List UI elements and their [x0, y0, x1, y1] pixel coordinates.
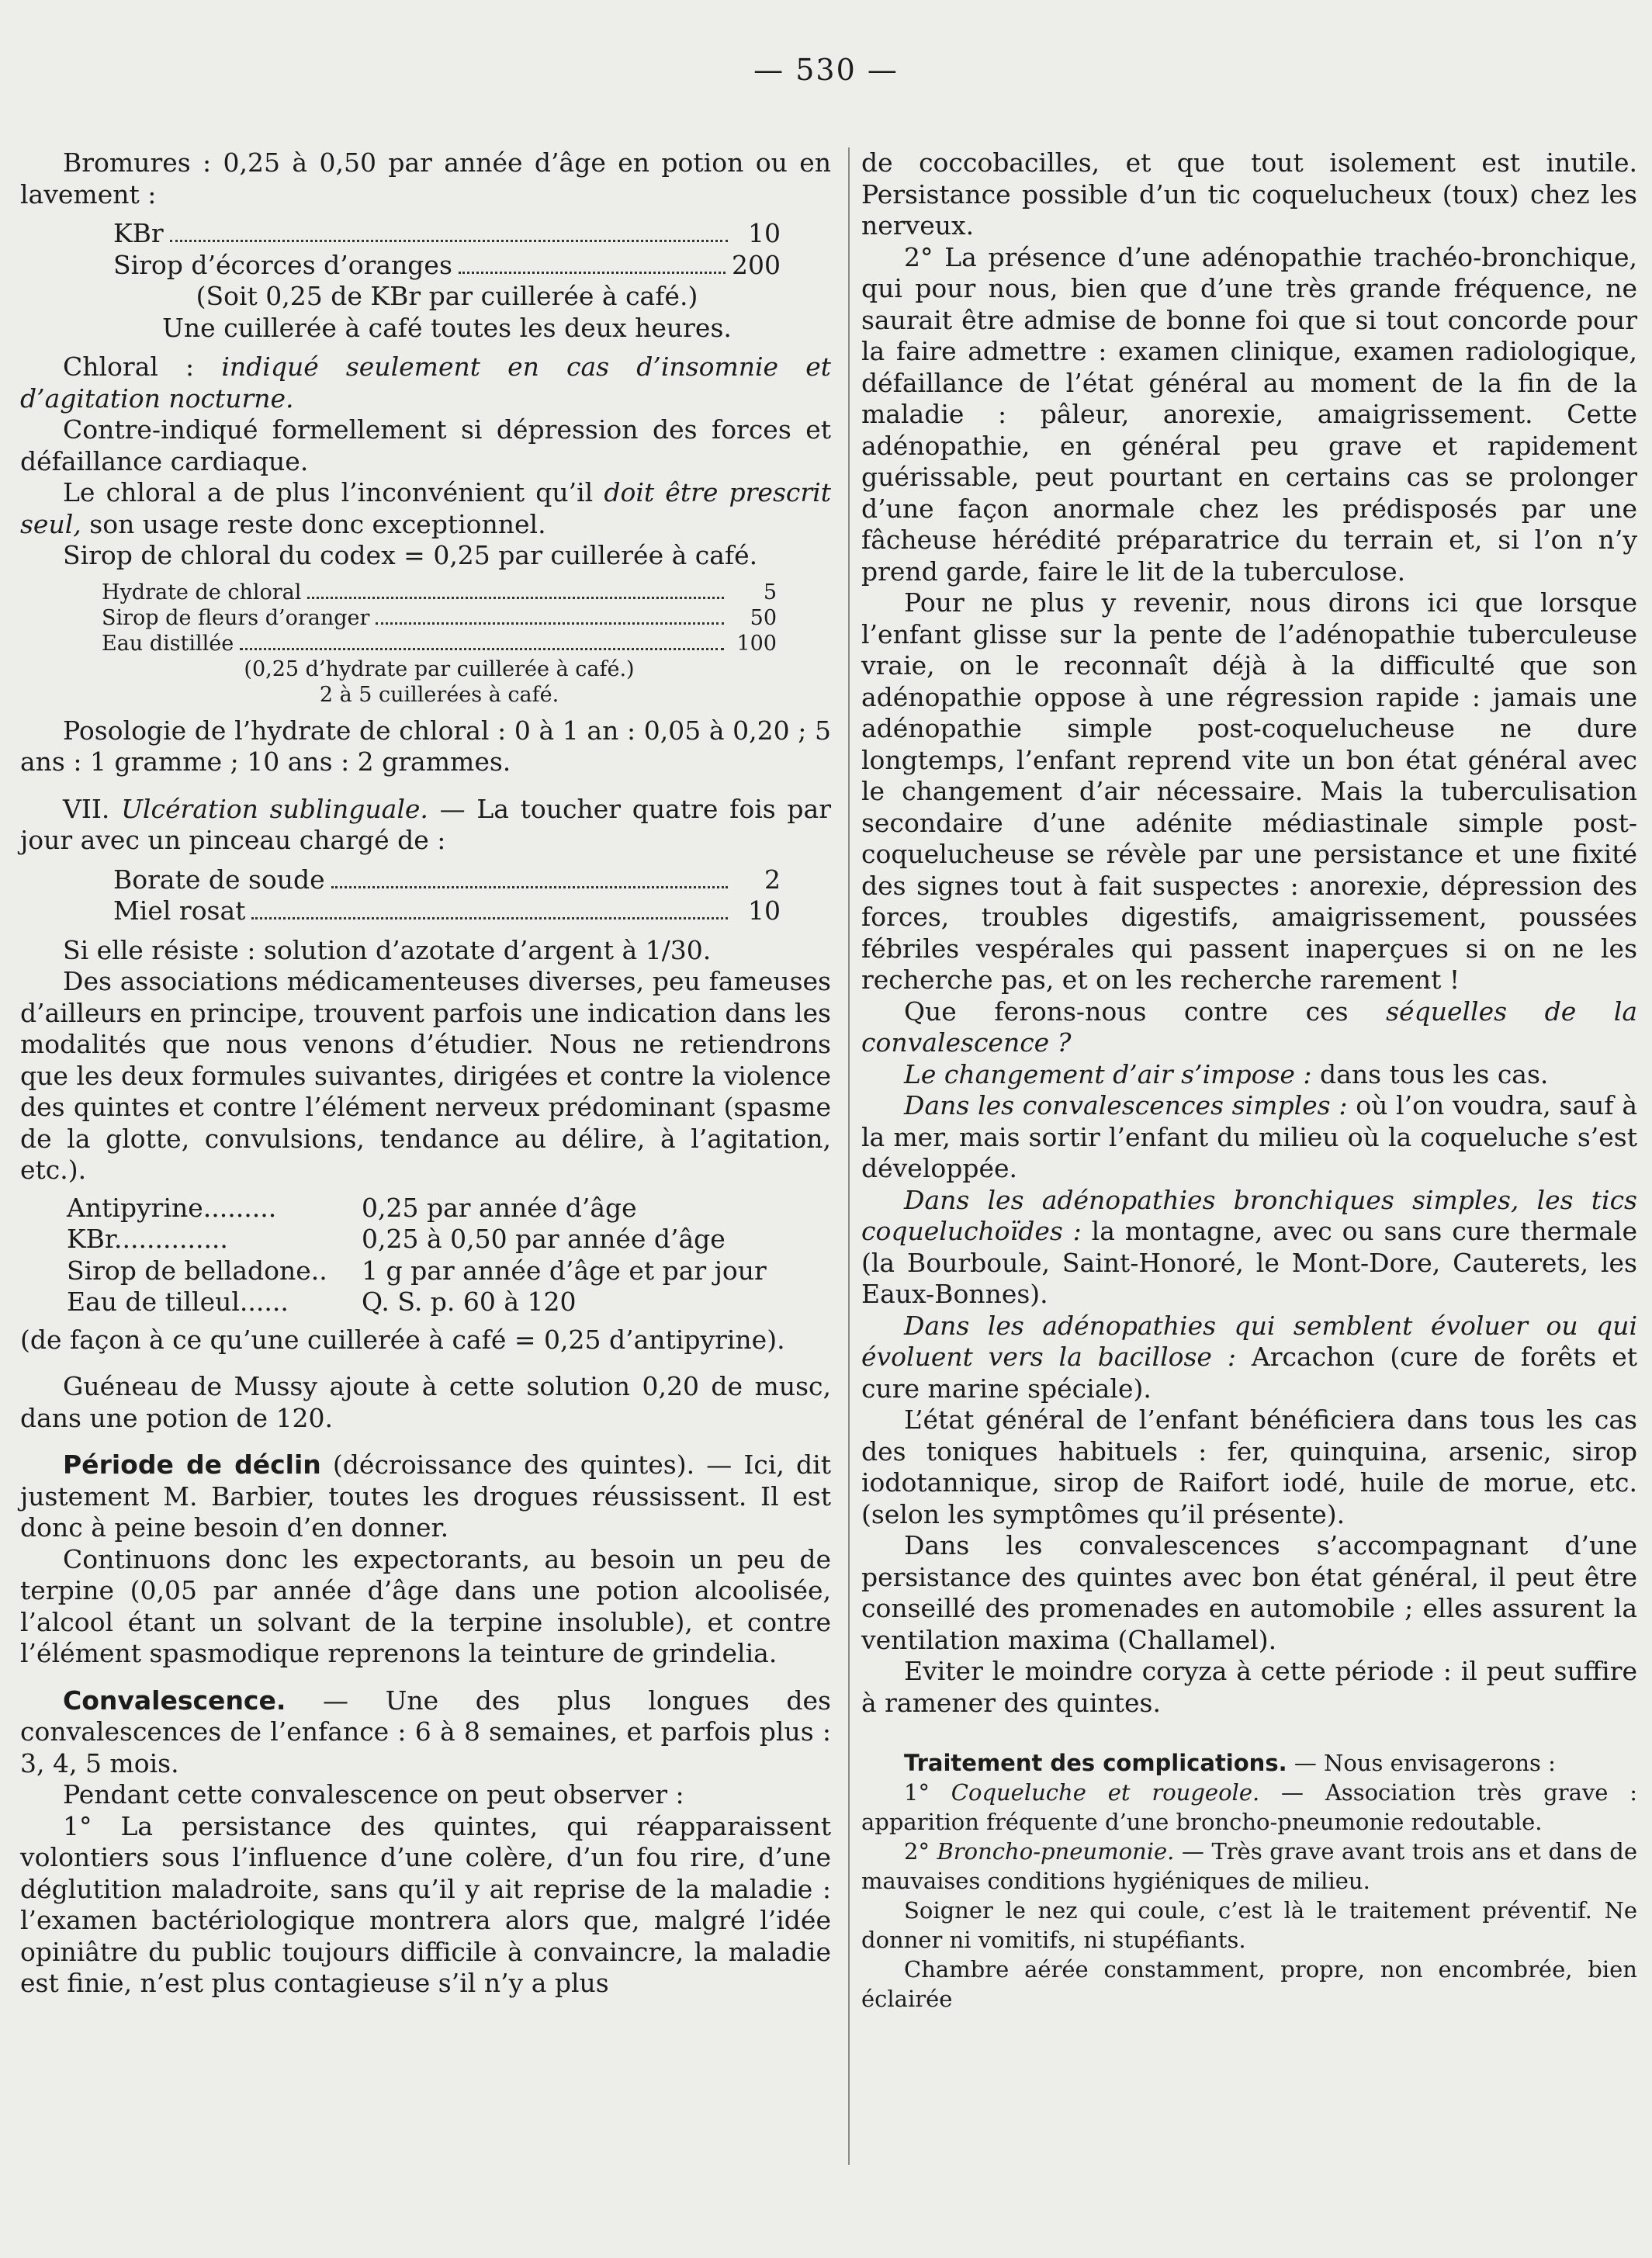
- prescription-note: (0,25 d’hydrate par cuillerée à café.): [244, 656, 635, 681]
- persistance-paragraph: 1° La persistance des quintes, qui réapparaissent volontiers sous l’influence d’une colère, d’un fou rire, d’une déglutition maladroite, sans qu’il y ait reprise de la maladie : l’examen bactériologique montrera alors que, malgré l’idée opiniâtre du public toujours difficile à convaincre, la maladie est finie, n’est plus contagieuse s’il n’y a plus: [20, 1810, 831, 1998]
- coryza-paragraph: Eviter le moindre coryza à cette période : il peut suffire à ramener des quintes.: [861, 1656, 1637, 1718]
- prescription-line: Miel rosat 10: [113, 895, 781, 926]
- complications-paragraph: Traitement des complications. — Nous envisagerons :: [904, 1750, 1556, 1776]
- que-ferons-paragraph: Que ferons-nous contre ces séquelles de la convalescence ?: [861, 996, 1637, 1058]
- prescription-note: 2 à 5 cuillerées à café.: [319, 682, 559, 707]
- declin-paragraph: Période de déclin (décroissance des quintes). — Ici, dit justement M. Barbier, toutes les drogues réussissent. Il est donc à peine besoin d’en donner.: [20, 1449, 831, 1543]
- broncho-paragraph: 2° Broncho-pneumonie. — Très grave avant trois ans et dans de mauvaises conditions hygiéniques de milieu.: [861, 1838, 1637, 1894]
- continuons-paragraph: Continuons donc les expectorants, au besoin un peu de terpine (0,05 par année d’âge dans une potion alcoolisée, l’alcool étant un solvant de la terpine insoluble), et contre l’élément spasmodique reprenons la teinture de grindelia.: [20, 1543, 831, 1668]
- section-title: Traitement des complications.: [904, 1750, 1287, 1776]
- rougeole-paragraph: 1° Coqueluche et rougeole. — Association très grave : apparition fréquente d’une broncho-pneumonie redoutable.: [861, 1779, 1638, 1835]
- prescription-note: Une cuillerée à café toutes les deux heures.: [162, 312, 732, 343]
- prescription-line: KBr.............. 0,25 à 0,50 par année d’âge: [67, 1224, 726, 1254]
- simples-paragraph: Dans les convalescences simples : où l’on voudra, sauf à la mer, mais sortir l’enfant du milieu où la coqueluche s’est développée.: [861, 1090, 1637, 1183]
- prescription-line: Hydrate de chloral 5: [102, 580, 777, 604]
- persistance-quintes-paragraph: Dans les convalescences s’accompagnant d’une persistance des quintes avec bon état général, il peut être conseillé des promenades en automobile ; elles assurent la ventilation maxima (Challamel).: [861, 1530, 1637, 1655]
- left-column: [20, 147, 831, 2000]
- prescription-line: Eau de tilleul...... Q. S. p. 60 à 120: [67, 1287, 577, 1317]
- sirop-chloral-paragraph: Sirop de chloral du codex = 0,25 par cuillerée à café.: [63, 540, 758, 570]
- prescription-borate: [113, 864, 781, 927]
- prescription-line: Sirop de belladone.. 1 g par année d’âge et par jour: [67, 1255, 767, 1286]
- pour-ne-plus-paragraph: Pour ne plus y revenir, nous dirons ici que lorsque l’enfant glisse sur la pente de l’adénopathie tuberculeuse vraie, on le reconnaît déjà à la difficulté que son adénopathie oppose à une régression rapide : jamais une adénopathie simple post-coquelucheuse ne dure longtemps, l’enfant reprend vite un bon état général avec le changement d’air nécessaire. Mais la tuberculisation secondaire d’une adénite médiastinale simple post-coquelucheuse se révèle par une persistance et une fixité des signes tout à fait suspectes : anorexie, dépression des forces, troubles digestifs, amaigrissement, poussées fébriles vespérales qui passent inaperçues si on ne les recherche pas, et on les recherche rarement !: [861, 587, 1637, 995]
- si-resiste-paragraph: Si elle résiste : solution d’azotate d’argent à 1/30.: [63, 934, 712, 965]
- prescription-line: KBr 10: [113, 218, 781, 248]
- adenopathie-paragraph: 2° La présence d’une adénopathie trachéo-bronchique, qui pour nous, bien que d’une très grande fréquence, ne saurait être admise de bonne foi que si tout concorde pour la faire admettre : examen clinique, examen radiologique, défaillance de l’état général au moment de la fin de la maladie : pâleur, anorexie, amaigrissement. Cette adénopathie, en général peu grave et rapidement guérissable, peut pourtant en certains cas se prolonger d’une façon anormale chez les prédisposés par une fâcheuse hérédité préparatrice du terrain et, si l’on n’y prend garde, faire le lit de la tuberculose.: [861, 241, 1637, 587]
- chambre-paragraph: Chambre aérée constamment, propre, non encombrée, bien éclairée: [861, 1956, 1637, 2012]
- prescription-line: Antipyrine......... 0,25 par année d’âge: [67, 1192, 637, 1223]
- prescription-note: (Soit 0,25 de KBr par cuillerée à café.): [196, 281, 698, 311]
- adeno-simples-paragraph: Dans les adénopathies bronchiques simples, les tics coqueluchoïdes : la montagne, avec ou sans cure thermale (la Bourboule, Saint-Honoré, le Mont-Dore, Cauterets, les Eaux-Bonnes).: [861, 1184, 1637, 1309]
- prescription-chloral: [102, 580, 777, 708]
- right-column: [861, 147, 1637, 2014]
- inconvenient-paragraph: Le chloral a de plus l’inconvénient qu’il doit être prescrit seul, son usage reste donc exceptionnel.: [20, 477, 831, 539]
- changement-paragraph: Le changement d’air s’impose : dans tous les cas.: [904, 1058, 1549, 1089]
- gueneau-paragraph: Guéneau de Mussy ajoute à cette solution 0,20 de musc, dans une potion de 120.: [20, 1371, 831, 1433]
- convalescence-paragraph: Convalescence. — Une des plus longues des convalescences de l’enfance : 6 à 8 semaines, et parfois plus : 3, 4, 5 mois.: [20, 1685, 831, 1778]
- contre-indique-paragraph: Contre-indiqué formellement si dépression des forces et défaillance cardiaque.: [20, 414, 831, 476]
- column-divider: [848, 147, 850, 2165]
- page-number: — 530 —: [753, 53, 899, 87]
- section-vii: VII. Ulcération sublinguale. — La toucher quatre fois par jour avec un pinceau chargé de :: [20, 793, 831, 855]
- continuation-paragraph: de coccobacilles, et que tout isolement est inutile. Persistance possible d’un tic coqueluchеux (toux) chez les nerveux.: [861, 147, 1637, 241]
- prescription-antipyrine: [67, 1193, 831, 1318]
- etat-general-paragraph: L’état général de l’enfant bénéficiera dans tous les cas des toniques habituels : fer, quinquina, arsenic, sirop iodotannique, sirop de Raifort iodé, huile de morue, etc. (selon les symptômes qu’il présente).: [861, 1404, 1637, 1529]
- posologie-paragraph: Posologie de l’hydrate de chloral : 0 à 1 an : 0,05 à 0,20 ; 5 ans : 1 gramme ; 10 ans : 2 grammes.: [20, 715, 831, 777]
- prescription-line: Sirop d’écorces d’oranges 200: [113, 249, 781, 280]
- prescription-bromures: [113, 218, 781, 344]
- prescription-line: Eau distillée 100: [102, 631, 777, 656]
- bacillose-paragraph: Dans les adénopathies qui semblent évoluer ou qui évoluent vers la bacillose : Arcachon (cure de forêts et cure marine spéciale).: [861, 1310, 1637, 1404]
- chloral-paragraph: Chloral : indiqué seulement en cas d’insomnie et d’agitation nocturne.: [20, 352, 832, 414]
- bromures-paragraph: Bromures : 0,25 à 0,50 par année d’âge en potion ou en lavement :: [20, 147, 831, 210]
- prescription-line: Sirop de fleurs d’oranger 50: [102, 605, 777, 630]
- antipyrine-note: (de façon à ce qu’une cuillerée à café = 0,25 d’antipyrine).: [20, 1324, 785, 1355]
- associations-paragraph: Des associations médicamenteuses diverses, peu fameuses d’ailleurs en principe, trouvent parfois une indication dans les modalités que nous venons d’étudier. Nous ne retiendrons que les deux formules suivantes, dirigées et contre la violence des quintes et contre l’élément nerveux prédominant (spasme de la glotte, convulsions, tendance au délire, à l’agitation, etc.).: [20, 966, 831, 1185]
- section-title: Période de déclin: [63, 1449, 321, 1480]
- prescription-line: Borate de soude 2: [113, 864, 781, 895]
- section-title: Convalescence.: [63, 1685, 286, 1716]
- soigner-paragraph: Soigner le nez qui coule, c’est là le traitement préventif. Ne donner ni vomitifs, ni stupéfiants.: [861, 1897, 1637, 1953]
- pendant-paragraph: Pendant cette convalescence on peut observer :: [63, 1779, 684, 1810]
